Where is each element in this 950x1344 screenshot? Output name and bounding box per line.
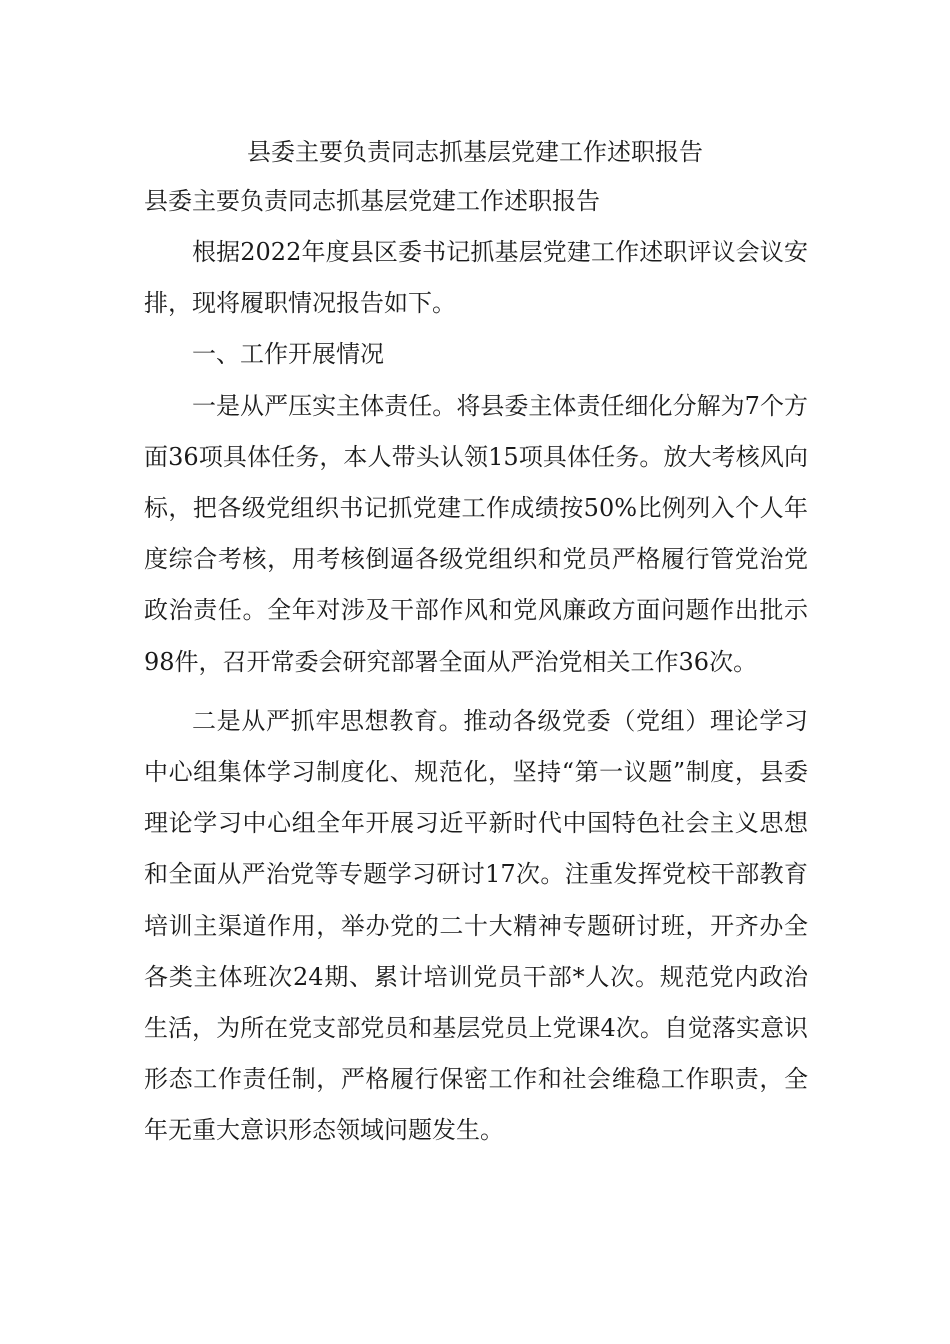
- document-subtitle: 县委主要负责同志抓基层党建工作述职报告: [144, 187, 600, 215]
- paragraph-responsibility: 一是从严压实主体责任。将县委主体责任细化分解为7个方面36项具体任务，本人带头认领15项具体任务。放大考核风向标，把各级党组织书记抓党建工作成绩按50%比例列入个人年度综合考核，用考核倒逼各级党组织和党员严格履行管党治党政治责任。全年对涉及干部作风和党风廉政方面问题作出批示98件，召开常委会研究部署全面从严治党相关工作36次。: [144, 391, 808, 676]
- paragraph-intro: 根据2022年度县区委书记抓基层党建工作述职评议会议安排，现将履职情况报告如下。: [144, 238, 808, 318]
- section-heading: 一、工作开展情况: [192, 340, 384, 369]
- paragraph-education: 二是从严抓牢思想教育。推动各级党委（党组）理论学习中心组集体学习制度化、规范化，坚持“第一议题”制度，县委理论学习中心组全年开展习近平新时代中国特色社会主义思想和全面从严治党等专题学习研讨17次。注重发挥党校干部教育培训主渠道作用，举办党的二十大精神专题研讨班，开齐办全各类主体班次24期、累计培训党员干部*人次。规范党内政治生活，为所在党支部党员和基层党员上党课4次。自觉落实意识形态工作责任制，严格履行保密工作和社会维稳工作职责，全年无重大意识形态领域问题发生。: [144, 706, 808, 1145]
- document-title: 县委主要负责同志抓基层党建工作述职报告: [247, 138, 703, 166]
- document-body: [144, 227, 808, 1157]
